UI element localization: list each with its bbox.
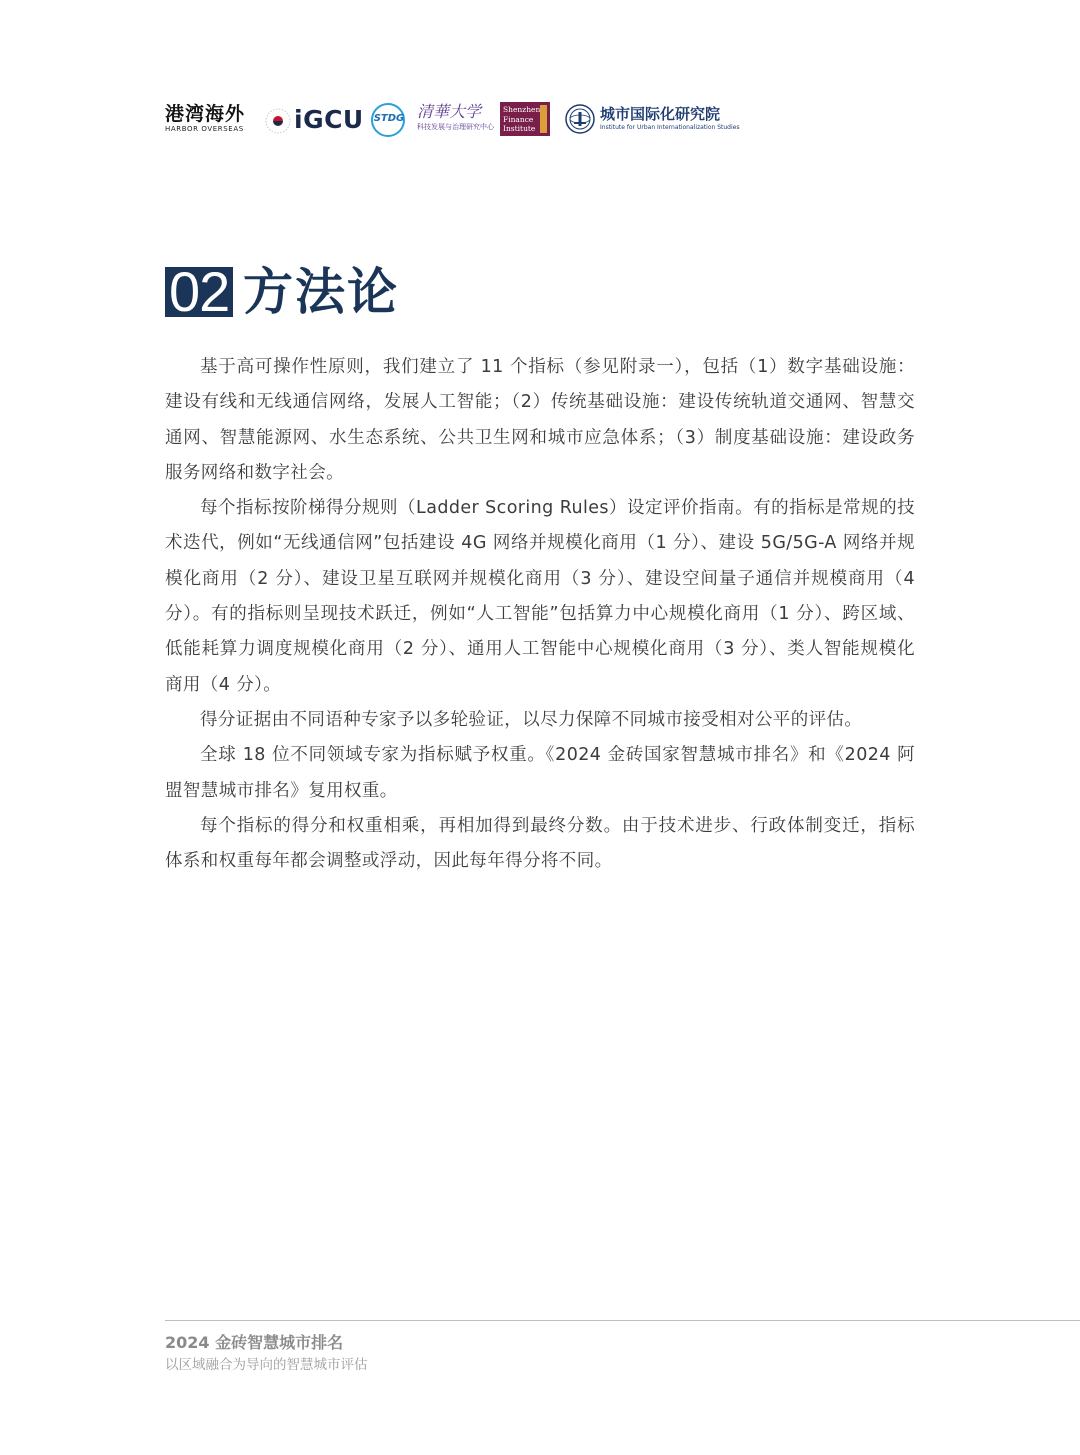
paragraph-5: 每个指标的得分和权重相乘，再相加得到最终分数。由于技术进步、行政体制变迁，指标体系和权重每年都会调整或浮动，因此每年得分将不同。 bbox=[165, 815, 915, 872]
paragraph-3: 得分证据由不同语种专家予以多轮验证，以尽力保障不同城市接受相对公平的评估。 bbox=[200, 709, 863, 730]
igcu-emblem-icon bbox=[265, 108, 291, 134]
paragraph-4: 全球 18 位不同领域专家为指标赋予权重。《2024 金砖国家智慧城市排名》和《2024 阿盟智慧城市排名》复用权重。 bbox=[165, 745, 915, 801]
chapter-number: 02 bbox=[165, 267, 233, 317]
iuis-logo-cn: 城市国际化研究院 bbox=[600, 105, 721, 123]
igcu-logo bbox=[265, 105, 365, 135]
sfi-line-1: Shenzhen bbox=[503, 105, 541, 114]
tsinghua-logo-sub: 科技发展与治理研究中心 bbox=[417, 123, 494, 131]
sfi-line-2: Finance bbox=[503, 114, 534, 124]
tsinghua-logo-script: 清華大学 bbox=[417, 102, 482, 121]
paragraph-2: 每个指标按阶梯得分规则（Ladder Scoring Rules）设定评价指南。有的指标是常规的技术迭代，例如“无线通信网”包括建设 4G 网络并规模化商用（1 分）、建设 5G/5G-A 网络并规模化商用（2 分）、建设卫星互联网并规模化商用（3 分）、建设空间量子通信并规模商用（4 分）。有的指标则呈现技术跃迁，例如“人工智能”包括算力中心规模化商用（1 分）、跨区域、低能耗算力调度规模化商用（2 分）、通用人工智能中心规模化商用（3 分）、类人智能规模化商用（4 分）。 bbox=[165, 498, 915, 695]
chapter-title: 方法论 bbox=[243, 263, 399, 321]
harbor-logo-en: HARBOR OVERSEAS bbox=[165, 125, 244, 133]
footer-divider bbox=[165, 1320, 1080, 1321]
iuis-logo-en: Institute for Urban Internationalization Studies bbox=[600, 124, 740, 131]
globe-emblem-icon bbox=[565, 104, 595, 134]
harbor-overseas-logo bbox=[165, 104, 257, 134]
paragraph-1: 基于高可操作性原则，我们建立了 11 个指标（参见附录一），包括（1）数字基础设施：建设有线和无线通信网络，发展人工智能；（2）传统基础设施：建设传统轨道交通网、智慧交通网、智慧能源网、水生态系统、公共卫生网和城市应急体系；（3）制度基础设施：建设政务服务网络和数字社会。 bbox=[165, 357, 915, 483]
sfi-logo-text bbox=[503, 105, 540, 134]
harbor-logo-cn: 港湾海外 bbox=[165, 103, 246, 125]
partner-logos bbox=[165, 102, 740, 138]
footer-title: 2024 金砖智慧城市排名 bbox=[165, 1333, 344, 1352]
stdg-logo bbox=[371, 103, 407, 137]
tsinghua-logo bbox=[417, 102, 494, 138]
sfi-seal-bar bbox=[540, 105, 547, 133]
shenzhen-finance-institute-logo bbox=[500, 102, 550, 136]
footer-subtitle: 以区域融合为导向的智慧城市评估 bbox=[165, 1357, 368, 1373]
sfi-line-3: Institute bbox=[503, 124, 536, 133]
stdg-logo-text: STDG bbox=[373, 113, 405, 124]
igcu-logo-text: iGCU bbox=[294, 105, 364, 134]
body-text bbox=[165, 350, 915, 879]
iuis-logo bbox=[565, 102, 740, 138]
